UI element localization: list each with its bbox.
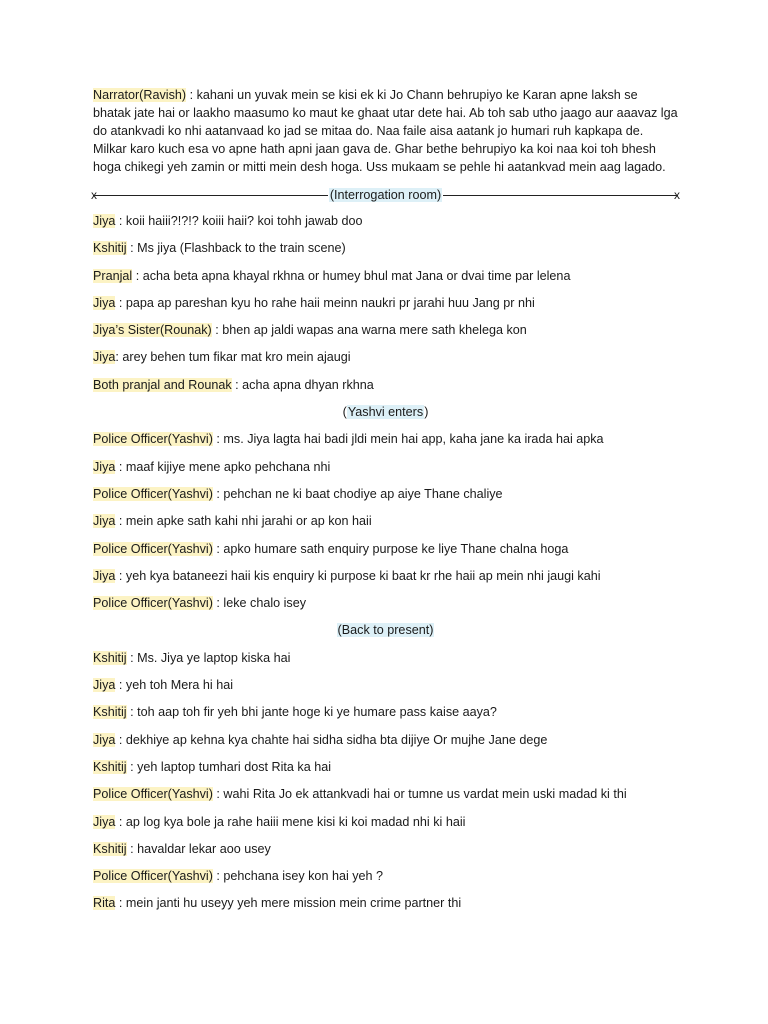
- dialogue-text: : dekhiye ap kehna kya chahte hai sidha sidha bta dijiye Or mujhe Jane dege: [115, 732, 548, 747]
- speaker-name: Jiya: [93, 678, 116, 693]
- stage-close-paren: ): [424, 405, 429, 420]
- speaker-name: Jiya: [93, 459, 116, 474]
- dialogue-text: : acha apna dhyan rkhna: [231, 377, 374, 392]
- dialogue-text: : koii haiii?!?!? koiii haii? koi tohh jawab doo: [115, 214, 363, 228]
- stage-direction: [93, 403, 678, 430]
- dialogue-line: [93, 840, 678, 867]
- speaker-name: Jiya: [93, 568, 116, 583]
- stage-open-paren: (: [342, 405, 347, 420]
- dialogue-line: [93, 813, 678, 840]
- dialogue-line: [93, 458, 678, 485]
- dialogue-line: [93, 785, 678, 812]
- dialogue-text: : acha beta apna khayal rkhna or humey bhul mat Jana or dvai time par lelena: [132, 268, 571, 283]
- dialogue-list: [93, 212, 678, 922]
- divider-end-mark-right: x: [674, 188, 680, 202]
- narration-paragraph: [93, 86, 678, 176]
- dialogue-text: : pehchana isey kon hai yeh ?: [212, 869, 384, 884]
- dialogue-line: [93, 485, 678, 512]
- dialogue-text: : apko humare sath enquiry purpose ke liye Thane chalna hoga: [212, 541, 569, 556]
- dialogue-text: : arey behen tum fikar mat kro mein ajaugi: [115, 350, 351, 365]
- dialogue-text: : yeh laptop tumhari dost Rita ka hai: [126, 759, 332, 774]
- dialogue-text: : leke chalo isey: [212, 596, 307, 611]
- speaker-name: Kshitij: [93, 841, 127, 856]
- stage-direction: [93, 621, 678, 648]
- speaker-name: Pranjal: [93, 268, 133, 283]
- dialogue-line: [93, 594, 678, 621]
- speaker-name: Rita: [93, 896, 116, 911]
- script-page: [93, 86, 678, 922]
- dialogue-text: : havaldar lekar aoo usey: [126, 841, 271, 856]
- speaker-name: Jiya: [93, 732, 116, 747]
- speaker-name: Both pranjal and Rounak: [93, 377, 232, 392]
- dialogue-line: [93, 540, 678, 567]
- scene-heading-text: (Interrogation room): [329, 188, 442, 202]
- dialogue-text: : pehchan ne ki baat chodiye ap aiye Thane chaliye: [212, 486, 503, 501]
- speaker-name: Police Officer(Yashvi): [93, 596, 213, 611]
- speaker-name: Jiya: [93, 214, 116, 228]
- dialogue-line: [93, 294, 678, 321]
- dialogue-text: : Ms jiya (Flashback to the train scene): [126, 241, 346, 256]
- dialogue-line: [93, 703, 678, 730]
- stage-direction-text: Yashvi enters: [347, 405, 424, 420]
- dialogue-line: [93, 512, 678, 539]
- dialogue-text: : ap log kya bole ja rahe haiii mene kisi ki koi madad nhi ki haii: [115, 814, 466, 829]
- stage-direction-text: (Back to present): [337, 623, 434, 638]
- speaker-name: Narrator(Ravish): [93, 88, 187, 102]
- dialogue-line: [93, 212, 678, 239]
- dialogue-line: [93, 321, 678, 348]
- divider-end-mark-left: x: [91, 188, 97, 202]
- dialogue-line: [93, 676, 678, 703]
- dialogue-text: : ms. Jiya lagta hai badi jldi mein hai app, kaha jane ka irada hai apka: [212, 432, 604, 447]
- dialogue-line: [93, 567, 678, 594]
- dialogue-text: : bhen ap jaldi wapas ana warna mere sath khelega kon: [211, 323, 527, 338]
- dialogue-line: [93, 731, 678, 758]
- speaker-name: Police Officer(Yashvi): [93, 787, 213, 802]
- speaker-name: Police Officer(Yashvi): [93, 541, 213, 556]
- speaker-name: Police Officer(Yashvi): [93, 486, 213, 501]
- scene-heading: [328, 188, 443, 202]
- speaker-name: Jiya: [93, 350, 116, 365]
- dialogue-line: [93, 348, 678, 375]
- dialogue-line: [93, 894, 678, 921]
- dialogue-line: [93, 649, 678, 676]
- speaker-name: Jiya: [93, 814, 116, 829]
- speaker-name: Jiya’s Sister(Rounak): [93, 323, 212, 338]
- speaker-name: Jiya: [93, 514, 116, 529]
- speaker-name: Kshitij: [93, 650, 127, 665]
- dialogue-line: [93, 239, 678, 266]
- speaker-name: Kshitij: [93, 241, 127, 256]
- speaker-name: Kshitij: [93, 759, 127, 774]
- dialogue-line: [93, 267, 678, 294]
- dialogue-text: : papa ap pareshan kyu ho rahe haii meinn naukri pr jarahi huu Jang pr nhi: [115, 295, 535, 310]
- dialogue-line: [93, 867, 678, 894]
- dialogue-text: : Ms. Jiya ye laptop kiska hai: [126, 650, 291, 665]
- narration-text: : kahani un yuvak mein se kisi ek ki Jo Chann behrupiyo ke Karan apne laksh se bhatak jate hai or laakho maasumo ko maut ke ghaat utar dete hai. Ab toh sab utho jaago aur aaavaz lga do atankvadi ko nhi aatanvaad ko jad se mitaa do. Naa faile aisa aatank jo humari ruh kapkapa de. Milkar karo kuch esa vo apne hath apni jaan gava de. Ghar bethe behrupiyo ka koi naa koi toh bhesh hoga chikegi yeh zamin or mitti mein desh hoga. Uss mukaam se pehle hi aatankvad mein aag lagado.: [93, 88, 678, 174]
- speaker-name: Police Officer(Yashvi): [93, 869, 213, 884]
- dialogue-text: : mein janti hu useyy yeh mere mission mein crime partner thi: [115, 896, 462, 911]
- scene-divider: [93, 186, 678, 204]
- speaker-name: Kshitij: [93, 705, 127, 720]
- dialogue-text: : mein apke sath kahi nhi jarahi or ap kon haii: [115, 514, 372, 529]
- dialogue-text: : yeh kya bataneezi haii kis enquiry ki purpose ki baat kr rhe haii ap mein nhi jaugi kahi: [115, 568, 601, 583]
- dialogue-line: [93, 376, 678, 403]
- speaker-name: Jiya: [93, 295, 116, 310]
- dialogue-text: : toh aap toh fir yeh bhi jante hoge ki ye humare pass kaise aaya?: [126, 705, 497, 720]
- speaker-name: Police Officer(Yashvi): [93, 432, 213, 447]
- dialogue-line: [93, 758, 678, 785]
- dialogue-text: : wahi Rita Jo ek attankvadi hai or tumne us vardat mein uski madad ki thi: [212, 787, 627, 802]
- dialogue-text: : yeh toh Mera hi hai: [115, 678, 234, 693]
- dialogue-line: [93, 430, 678, 457]
- dialogue-text: : maaf kijiye mene apko pehchana nhi: [115, 459, 331, 474]
